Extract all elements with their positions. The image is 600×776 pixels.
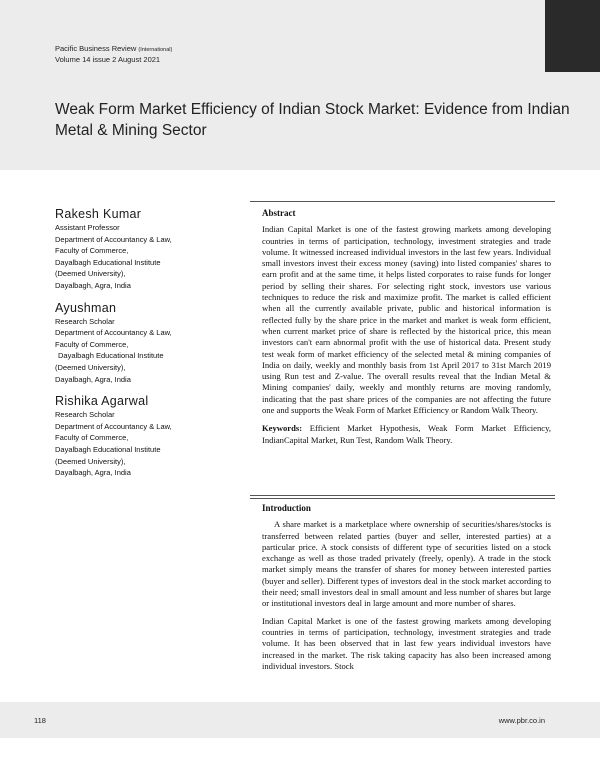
author-position: Research Scholar	[55, 316, 115, 326]
abstract-text: Indian Capital Market is one of the fastest growing markets among developing countries in terms of participation, technology, investment strategies and trade volume. It witnessed increased individual investors in the last few years. Individual small investors invest their excess money (saving) into listed companies' shares to earn profit and at the same time, it helps listed corporates to raise funds for longer period by selling their shares. For selecting right stock, investors use various techniques to reduce the risk and maximize profit. The market is called efficient when all the currently available private, public and historical information is reflected fully by the share price in the market and market is weak form efficient, when current market price of share is reflected by the historical price, this mean investors can't earn abnormal profit with the use of historical data. Present study test weak form of market efficiency of the selected metal & mining companies of India on daily, weekly and monthly basis from 1st April 2017 to 31st March 2019 using Run test and Z-value. The overall results reveal that the Indian Metal & Mining companies' daily, weekly and monthly returns are moving randomly, indicating that the past share prices of the companies are not affecting the future one and supports the Weak Form of Market Efficiency or Random Walk Theory.	[262, 224, 551, 416]
issue-line: Volume 14 issue 2 August 2021	[55, 55, 161, 64]
section-divider	[250, 498, 555, 499]
author-block	[55, 393, 240, 479]
author-name: Ayushman	[55, 300, 117, 315]
introduction-paragraph: Indian Capital Market is one of the fastest growing markets among developing countries in terms of participation, technology, investment strategies and trade volume. It has been observed that in last few years individual investors have increased in the market. The risk taking capacity has also been increased among individual investors. Stock	[262, 615, 551, 671]
introduction-section	[262, 503, 551, 678]
page-number: 118	[34, 716, 46, 725]
author-position: Assistant Professor	[55, 223, 120, 232]
author-department: Department of Accountancy & Law,	[55, 328, 172, 338]
author-position: Research Scholar	[55, 410, 115, 420]
author-department: Department of Accountancy & Law,	[55, 421, 172, 431]
author-location: Dayalbagh, Agra, India	[55, 374, 131, 384]
author-block	[55, 206, 240, 292]
journal-name-line	[55, 44, 172, 55]
author-institute: Dayalbagh Educational Institute	[55, 257, 161, 267]
author-block	[55, 300, 240, 386]
keywords-text: Efficient Market Hypothesis, Weak Form Market Efficiency, IndianCapital Market, Run Test, Random Walk Theory.	[262, 423, 551, 445]
author-faculty: Faculty of Commerce,	[55, 433, 129, 443]
keywords-label: Keywords:	[262, 423, 303, 434]
keywords	[262, 423, 551, 446]
corner-decoration	[545, 0, 600, 72]
author-faculty: Faculty of Commerce,	[55, 246, 129, 256]
header-band	[0, 0, 600, 170]
journal-info	[55, 44, 172, 65]
author-university: (Deemed University),	[55, 456, 126, 466]
author-faculty: Faculty of Commerce,	[55, 339, 129, 349]
author-location: Dayalbagh, Agra, India	[55, 468, 131, 478]
paper-title: Weak Form Market Efficiency of Indian Stock Market: Evidence from Indian Metal & Mining Sector	[55, 101, 570, 139]
introduction-heading: Introduction	[262, 503, 311, 513]
introduction-paragraph: A share market is a marketplace where ownership of securities/shares/stocks is transferred between related parties (buyer and seller, interested parties) at a particular price. A stock consists of different type of securities listed on a stock exchange as well as those traded privately (freely, openly). A trade in the stock market simply means the transfer of shares for money between interested parties (buyer and seller). Different types of investors deal in the stock market according to their need; small investors deal in small amount and less number of shares but large or institutional investors deal in large amount and more number of shares.	[262, 519, 551, 609]
journal-url: www.pbr.co.in	[498, 716, 545, 725]
author-location: Dayalbagh, Agra, India	[55, 280, 131, 290]
author-university: (Deemed University),	[55, 269, 126, 279]
journal-name: Pacific Business Review	[55, 44, 137, 53]
author-list	[55, 206, 240, 487]
author-name: Rakesh Kumar	[55, 207, 142, 221]
abstract-section	[262, 208, 551, 446]
author-institute: Dayalbagh Educational Institute	[58, 351, 164, 361]
author-institute: Dayalbagh Educational Institute	[55, 444, 161, 454]
abstract-heading: Abstract	[262, 208, 296, 218]
author-department: Department of Accountancy & Law,	[55, 234, 172, 244]
author-university: (Deemed University),	[55, 362, 126, 372]
author-name: Rishika Agarwal	[55, 394, 149, 409]
journal-intl: (International)	[138, 47, 173, 53]
